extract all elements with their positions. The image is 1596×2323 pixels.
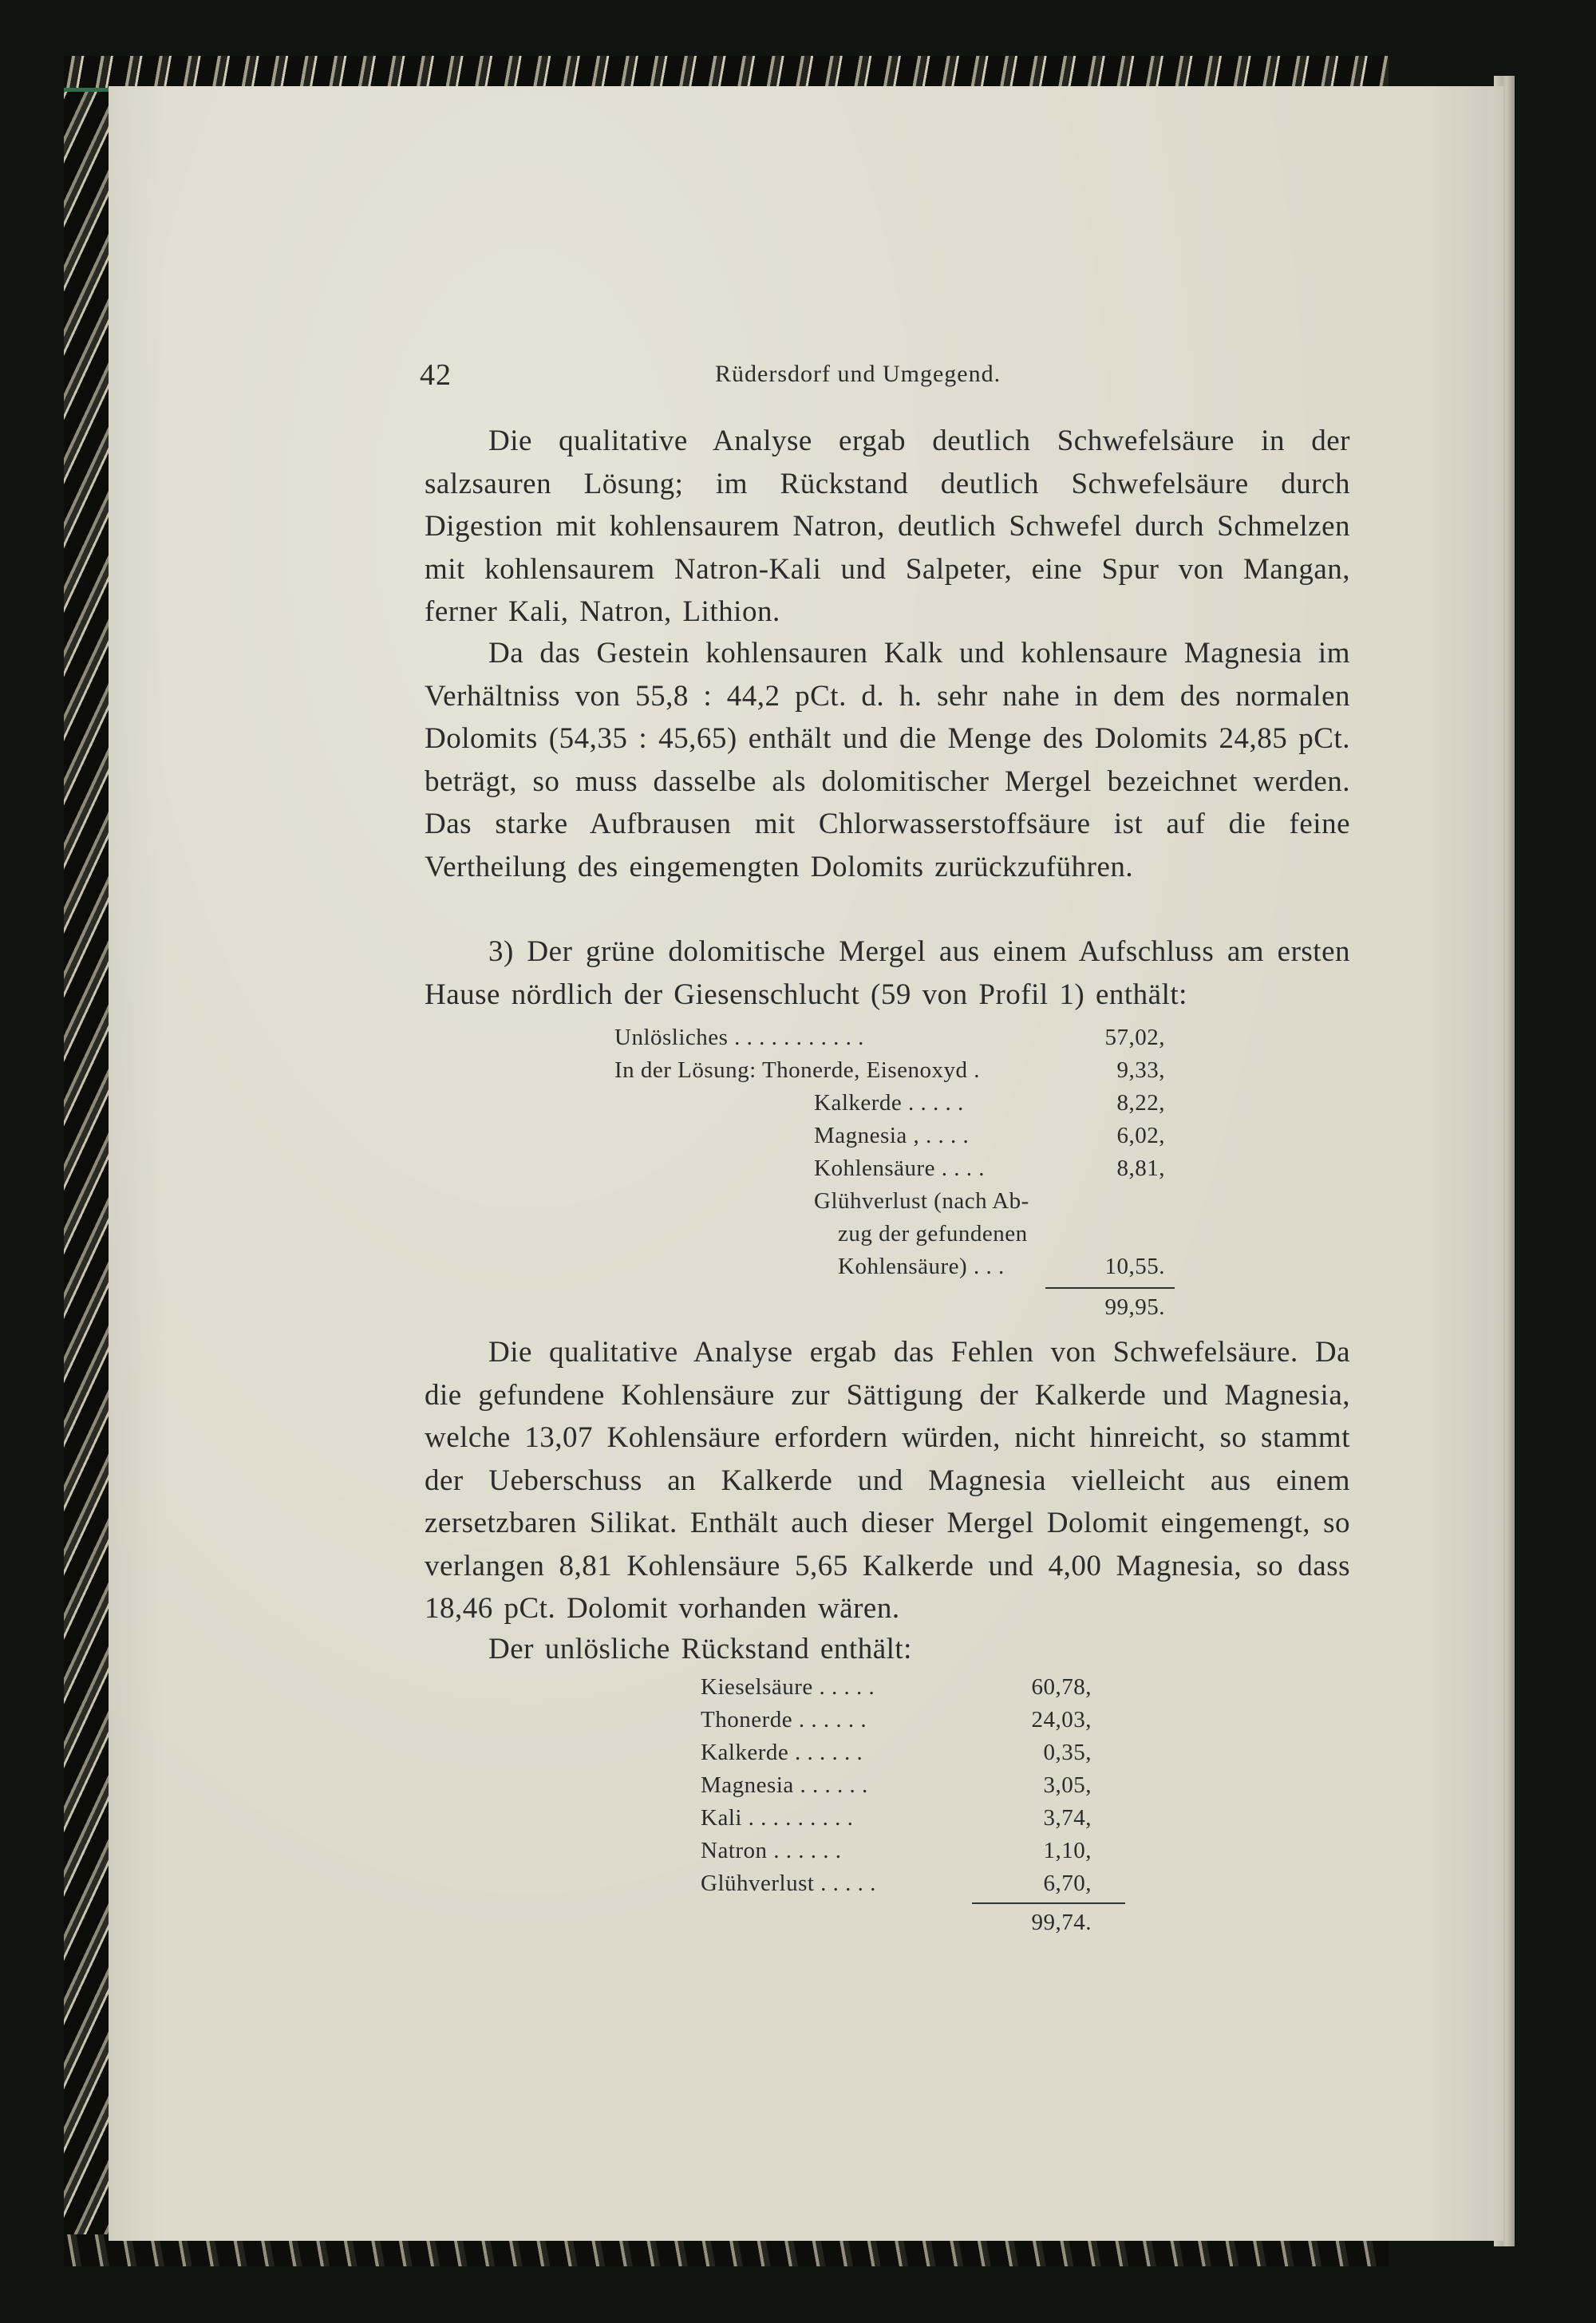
row-value: 8,22, [1116,1090,1165,1116]
table-row [614,1054,1165,1087]
row-label: Glühverlust (nach Ab- [814,1188,1029,1214]
running-title: Rüdersdorf und Umgegend. [715,361,1001,387]
paragraph: Die qualitative Analyse ergab deutlich Schwefelsäure in der salzsauren Lösung; im Rückstand deutlich Schwefelsäure durch Digestion mit kohlensaurem Natron, deutlich Schwefel durch Schmelzen mit kohlensaurem Natron-Kali und Salpeter, eine Spur von Mangan, ferner Kali, Natron, Lithion. [425,425,1350,628]
table-row [701,1867,1092,1900]
table-total [950,1291,1165,1324]
table-total [900,1906,1092,1939]
total-value: 99,95. [1104,1294,1165,1320]
table-row [814,1087,1165,1120]
row-label: Magnesia , . . . . [814,1123,970,1148]
sum-rule [1045,1287,1175,1289]
row-label: Glühverlust . . . . . [701,1871,876,1896]
row-label: Kohlensäure) . . . [838,1254,1005,1279]
paragraph: Die qualitative Analyse ergab das Fehlen von Schwefelsäure. Da die gefundene Kohlensäure zur Sättigung der Kalkerde und Magnesia, welche 13,07 Kohlensäure erfordern würden, nicht hinreicht, so stammt der Ueberschuss an Kalkerde und Magnesia vielleicht aus einem zersetzbaren Silikat. Enthält auch dieser Mergel Dolomit eingemengt, so verlangen 8,81 Kohlensäure 5,65 Kalkerde und 4,00 Magnesia, so dass 18,46 pCt. Dolomit vorhanden wären. [425,1336,1350,1625]
row-value: 10,55. [1104,1254,1165,1279]
analysis-table-residue [701,1671,1125,1950]
row-value: 0,35, [1043,1740,1092,1765]
total-value: 99,74. [1031,1910,1092,1935]
table-row [701,1736,1092,1769]
table-row [614,1021,1165,1054]
row-value: 24,03, [1031,1707,1092,1732]
row-label: Kali . . . . . . . . . [701,1805,854,1831]
table-row [701,1671,1092,1704]
row-value: 8,81, [1116,1156,1165,1181]
table-row [701,1835,1092,1867]
running-head [420,358,1353,397]
paragraph: Der unlösliche Rückstand enthält: [488,1633,912,1665]
row-value: 6,70, [1043,1871,1092,1896]
table-row [814,1120,1165,1152]
sum-rule [972,1902,1125,1904]
row-value: 9,33, [1116,1057,1165,1083]
table-row [701,1704,1092,1736]
row-label: zug der gefundenen [838,1221,1028,1246]
row-label: Kieselsäure . . . . . [701,1674,875,1700]
row-label: Unlösliches . . . . . . . . . . . [614,1025,864,1050]
row-value: 6,02, [1116,1123,1165,1148]
table-row [838,1218,1165,1250]
row-value: 3,05, [1043,1772,1092,1798]
row-label: Thonerde . . . . . . [701,1707,867,1732]
table-row [814,1152,1165,1185]
row-value: 60,78, [1031,1674,1092,1700]
row-label: In der Lösung: Thonerde, Eisenoxyd . [614,1057,981,1083]
row-label: Kalkerde . . . . . . [701,1740,863,1765]
row-value: 3,74, [1043,1805,1092,1831]
row-value: 57,02, [1104,1025,1165,1050]
row-value: 1,10, [1043,1838,1092,1863]
page-number: 42 [420,358,452,392]
table-row [814,1185,1165,1218]
row-label: Kalkerde . . . . . [814,1090,964,1116]
row-label: Kohlensäure . . . . [814,1156,986,1181]
analysis-table-mergel [614,1021,1165,1333]
table-row [701,1802,1092,1835]
row-label: Natron . . . . . . [701,1838,842,1863]
paragraph: Da das Gestein kohlensauren Kalk und kohlensaure Magnesia im Verhältniss von 55,8 : 44,2 pCt. d. h. sehr nahe in dem des normalen Dolomits (54,35 : 45,65) enthält und die Menge des Dolomits 24,85 pCt. beträgt, so muss dasselbe als dolomitischer Mergel bezeichnet werden. Das starke Aufbrausen mit Chlorwasserstoffsäure ist auf die feine Vertheilung des eingemengten Dolomits zurückzuführen. [425,637,1350,883]
table-row [701,1769,1092,1802]
paragraph: 3) Der grüne dolomitische Mergel aus einem Aufschluss am ersten Hause nördlich der Giesenschlucht (59 von Profil 1) enthält: [425,935,1350,1011]
row-label: Magnesia . . . . . . [701,1772,868,1798]
table-row [838,1250,1165,1283]
